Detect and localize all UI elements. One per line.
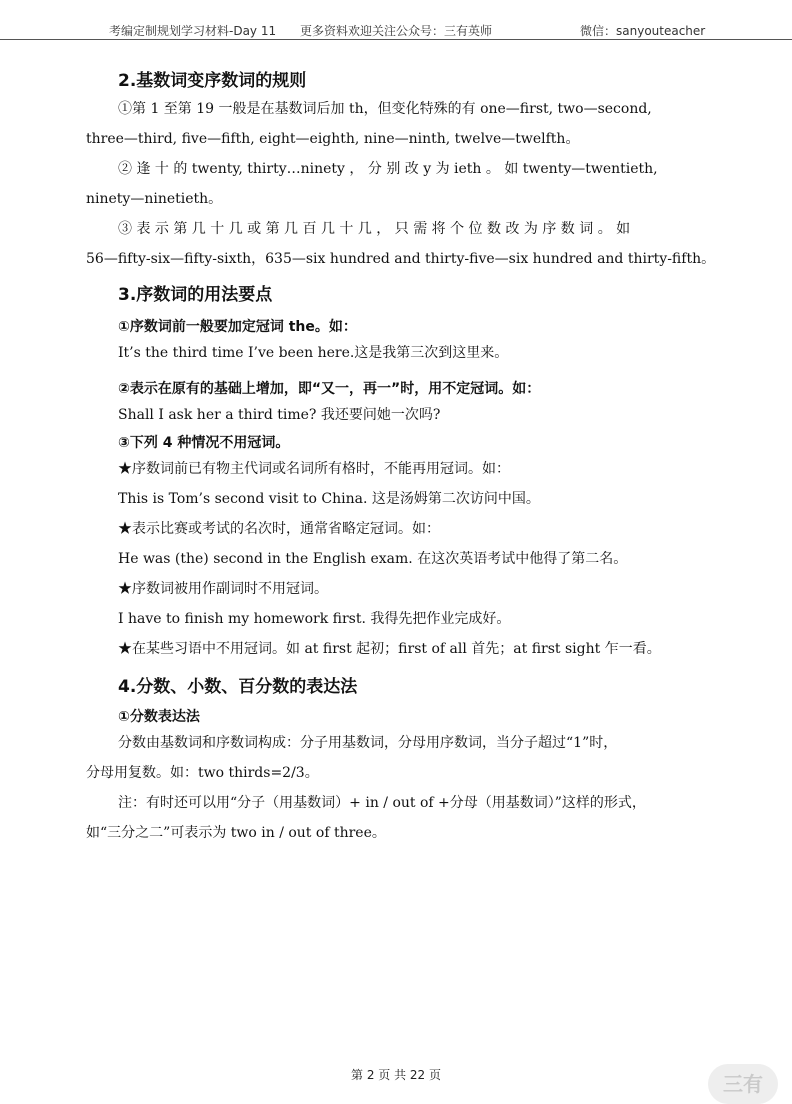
rule-1-line-1: ①第 1 至第 19 一般是在基数词后加 th，但变化特殊的有 one—first, two—second, <box>118 101 652 117</box>
case-1-example: This is Tom’s second visit to China. 这是汤姆第二次访问中国。 <box>118 491 540 507</box>
section-3-title: 3.序数词的用法要点 <box>118 285 273 305</box>
point-1-title: ①序数词前一般要加定冠词 the。如： <box>118 319 357 335</box>
header-right-text: 微信：sanyouteacher <box>580 24 706 38</box>
point-1-example: It’s the third time I’ve been here.这是我第三次到这里来。 <box>118 345 509 361</box>
fraction-para-2-line-1: 注：有时还可以用“分子（用基数词）+ in / out of +分母（用基数词）”这样的形式， <box>118 795 646 811</box>
rule-1-line-2: three—third, five—fifth, eight—eighth, nine—ninth, twelve—twelfth。 <box>86 131 580 147</box>
fraction-para-1-line-1: 分数由基数词和序数词构成：分子用基数词，分母用序数词，当分子超过“1”时， <box>118 735 618 751</box>
watermark-logo: 三有 <box>708 1064 778 1104</box>
section-2-title: 2.基数词变序数词的规则 <box>118 71 307 91</box>
fraction-para-1-line-2: 分母用复数。如：two thirds=2/3。 <box>86 765 319 781</box>
page-content <box>86 60 720 848</box>
point-3-title: ③下列 4 种情况不用冠词。 <box>118 435 290 451</box>
page-number: 第 2 页 共 22 页 <box>351 1068 441 1082</box>
header-left-text: 考编定制规划学习材料-Day 11 <box>109 24 277 38</box>
rule-2-line-2: ninety—ninetieth。 <box>86 191 223 207</box>
rule-3-line-2: 56—fifty-six—fifty-sixth，635—six hundred and thirty-five—six hundred and thirty-fifth。 <box>86 251 716 267</box>
case-2-example: He was (the) second in the English exam. 在这次英语考试中他得了第二名。 <box>118 551 628 567</box>
case-1: ★序数词前已有物主代词或名词所有格时，不能再用冠词。如： <box>118 461 510 477</box>
case-3-example: I have to finish my homework first. 我得先把作业完成好。 <box>118 611 511 627</box>
header-middle-text: 更多资料欢迎关注公众号：三有英师 <box>300 24 493 38</box>
fraction-para-2-line-2: 如“三分之二”可表示为 two in / out of three。 <box>86 825 386 841</box>
rule-3-line-1: ③ 表 示 第 几 十 几 或 第 几 百 几 十 几 ， 只 需 将 个 位 数 改 为 序 数 词 。 如 <box>118 221 631 237</box>
case-4: ★在某些习语中不用冠词。如 at first 起初；first of all 首先；at first sight 乍一看。 <box>118 641 661 657</box>
point-2-title: ②表示在原有的基础上增加，即“又一，再一”时，用不定冠词。如： <box>118 381 541 397</box>
page-header <box>0 0 792 40</box>
case-3: ★序数词被用作副词时不用冠词。 <box>118 581 328 597</box>
case-2: ★表示比赛或考试的名次时，通常省略定冠词。如： <box>118 521 440 537</box>
fraction-subtitle: ①分数表达法 <box>118 709 200 725</box>
section-4-title: 4.分数、小数、百分数的表达法 <box>118 677 358 697</box>
rule-2-line-1: ② 逢 十 的 twenty, thirty…ninety ， 分 别 改 y 为 ieth 。 如 twenty—twentieth, <box>118 161 658 177</box>
point-2-example: Shall I ask her a third time? 我还要问她一次吗? <box>118 407 441 423</box>
